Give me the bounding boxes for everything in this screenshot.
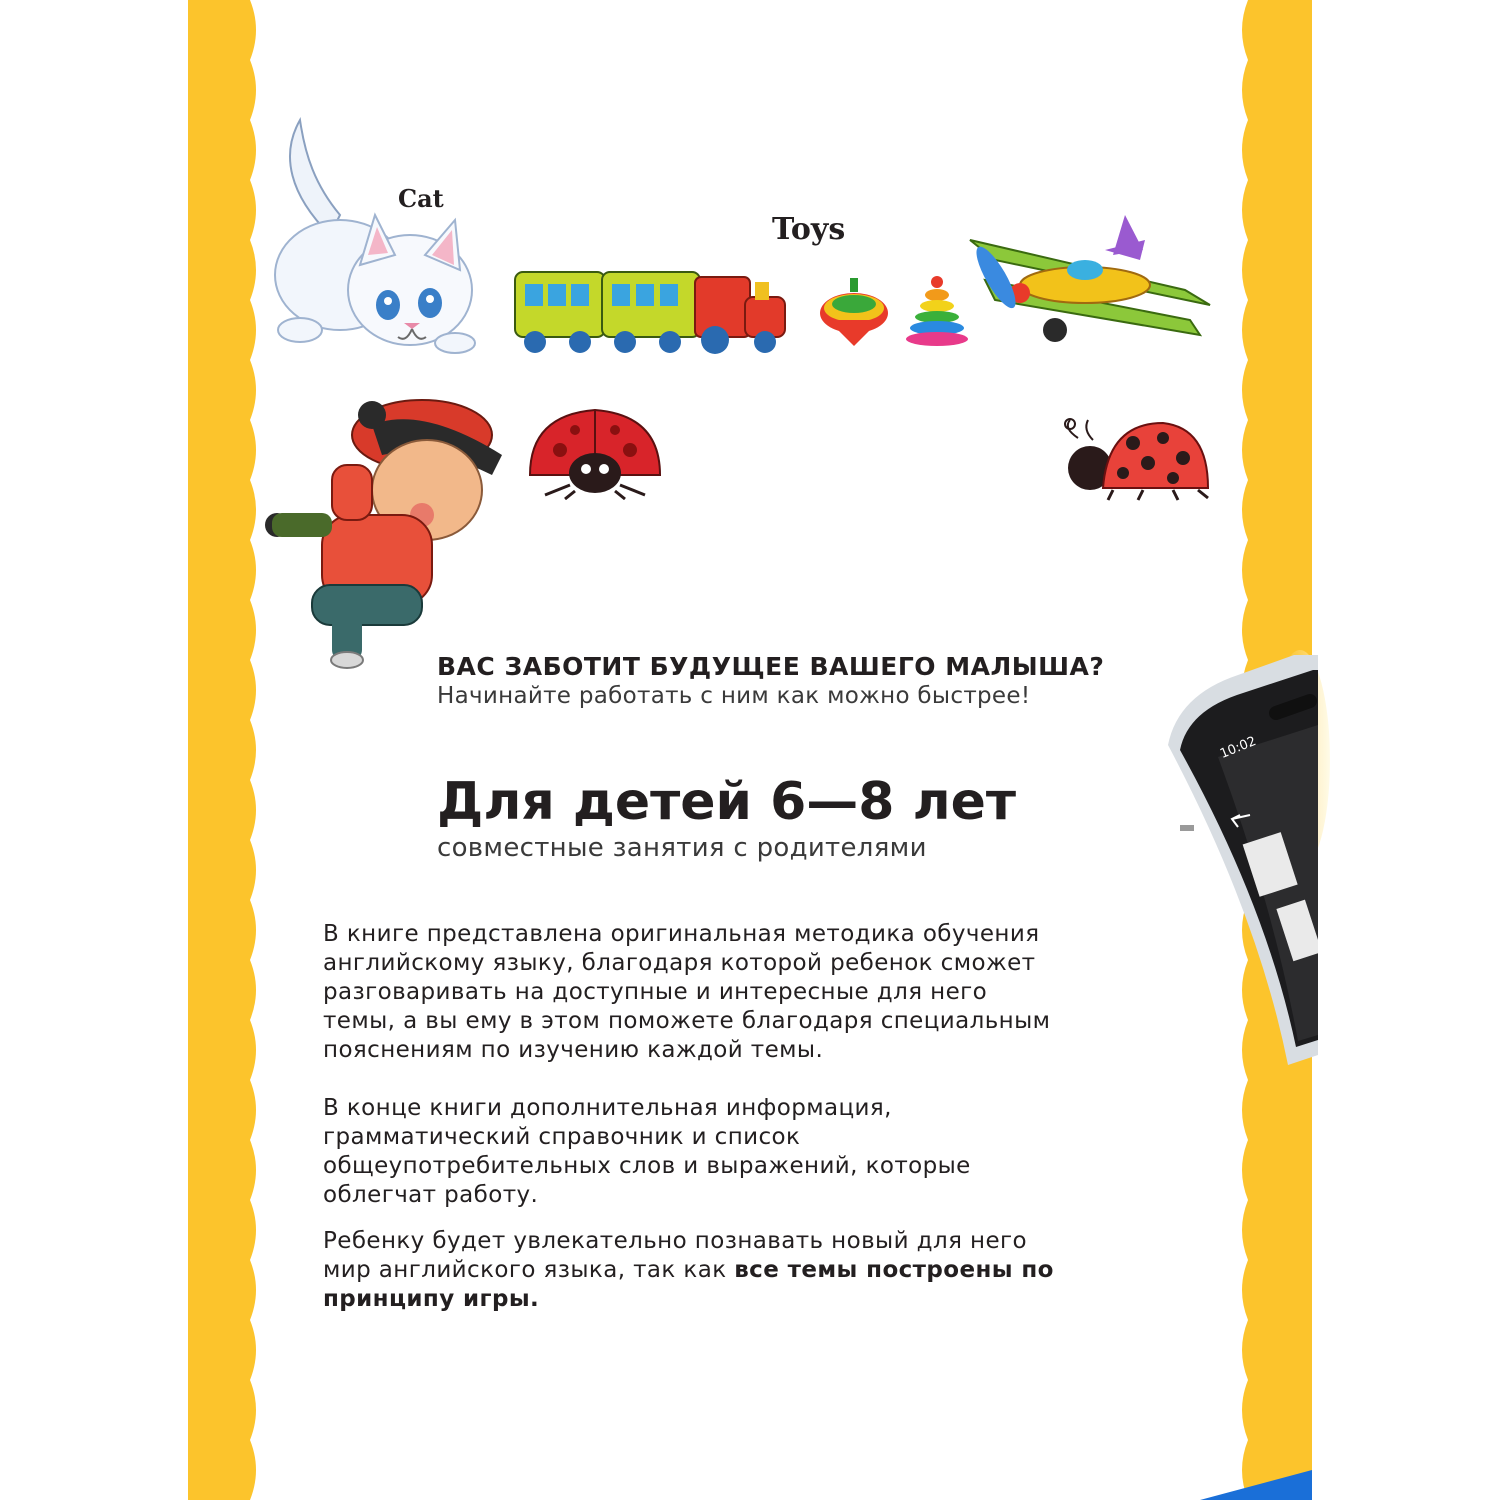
body-line: темы, а вы ему в этом поможете благодаря специальным — [323, 1008, 1051, 1034]
train-illustration — [510, 262, 795, 357]
body-text: мир английского языка, так как — [323, 1257, 735, 1283]
body-line: В конце книги дополнительная информация, — [323, 1095, 892, 1121]
body-line: В книге представлена оригинальная методика обучения — [323, 921, 1040, 947]
body-bold-text: все темы построены по — [734, 1257, 1054, 1283]
age-subtitle: совместные занятия с родителями — [437, 833, 927, 863]
spinning-top-illustration — [818, 278, 890, 348]
body-line — [323, 1256, 1054, 1285]
body-line: общеупотребительных слов и выражений, которые — [323, 1153, 971, 1179]
body-paragraph-1 — [323, 920, 1050, 1065]
body-line: облегчат работу. — [323, 1182, 539, 1208]
ladybug-side-illustration — [1058, 418, 1213, 503]
headline-question: ВАС ЗАБОТИТ БУДУЩЕЕ ВАШЕГО МАЛЫША? — [437, 652, 1105, 681]
body-line: разговаривать на доступные и интересные для него — [323, 979, 988, 1005]
smartphone-illustration — [1158, 655, 1318, 1115]
cat-illustration — [270, 115, 480, 365]
headline-subtitle: Начинайте работать с ним как можно быстрее! — [437, 683, 1031, 709]
body-line: Ребенку будет увлекательно познавать новый для него — [323, 1228, 1027, 1254]
toys-label: Toys — [772, 212, 846, 247]
body-line: грамматический справочник и список — [323, 1124, 801, 1150]
body-paragraph-3 — [323, 1227, 1054, 1314]
body-line: пояснениям по изучению каждой темы. — [323, 1037, 824, 1063]
airplane-illustration — [965, 205, 1215, 355]
ladybug-front-illustration — [520, 405, 670, 500]
ring-pyramid-illustration — [904, 275, 970, 347]
boy-illustration — [262, 395, 517, 670]
phone-clock: 10:02 — [1218, 733, 1259, 762]
body-line — [323, 1285, 1054, 1314]
left-yellow-border — [188, 0, 256, 1500]
body-bold-text: принципу игры. — [323, 1286, 540, 1312]
cat-label: Cat — [398, 184, 444, 213]
body-line: английскому языку, благодаря которой ребенок сможет — [323, 950, 1036, 976]
age-title: Для детей 6—8 лет — [437, 772, 1017, 832]
body-paragraph-2 — [323, 1094, 971, 1210]
